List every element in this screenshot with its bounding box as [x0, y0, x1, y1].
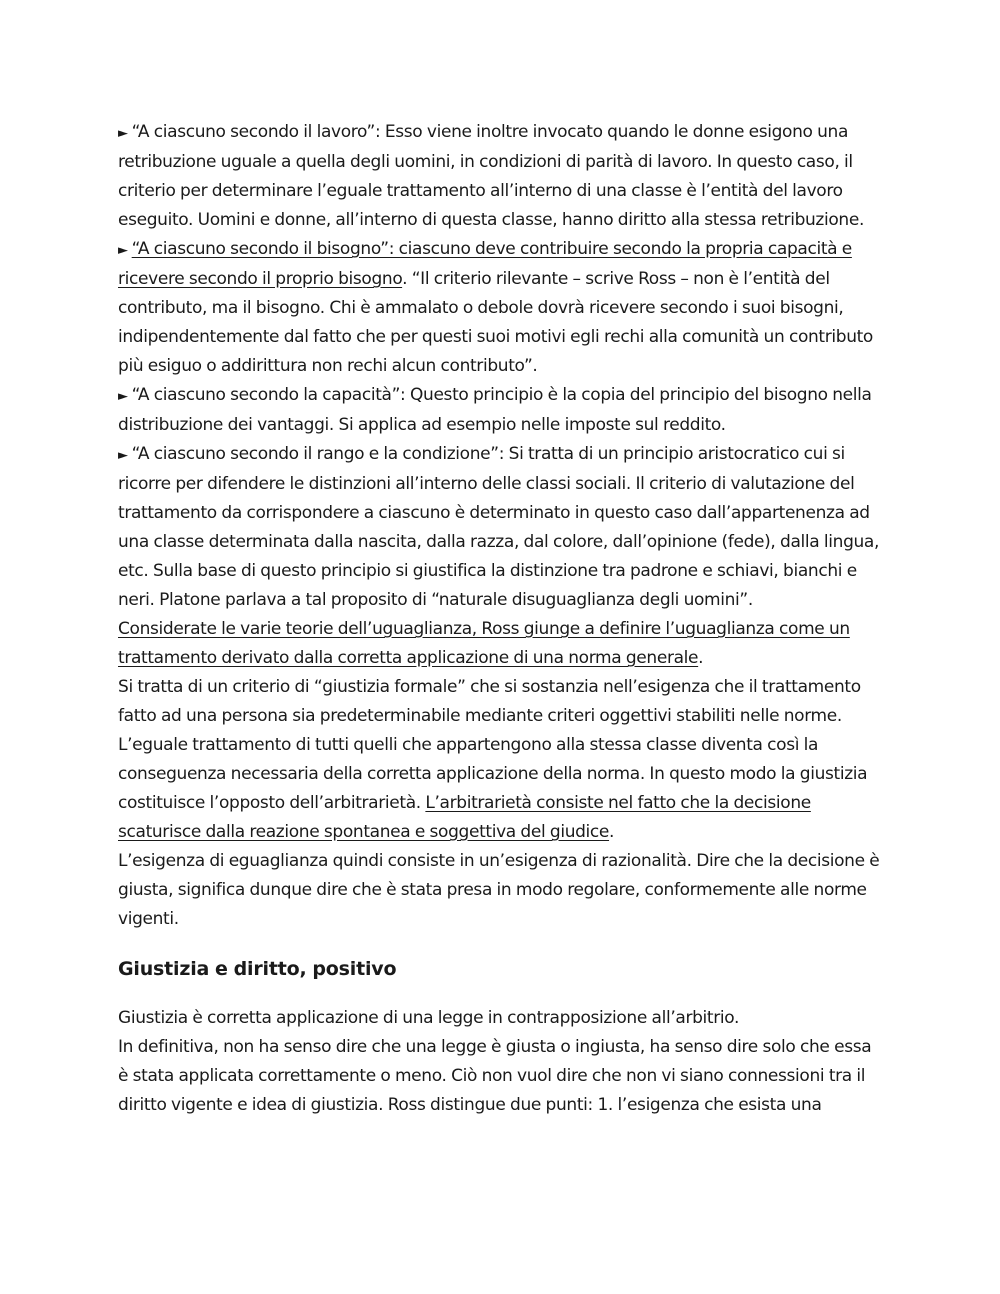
paragraph-corretta-applicazione — [118, 1004, 884, 1033]
bullet-arrow-icon: ► — [118, 243, 128, 258]
paragraph-bisogno — [118, 235, 884, 381]
paragraph-lavoro-text: “A ciascuno secondo il lavoro”: Esso viene inoltre invocato quando le donne esigono una retribuzione uguale a quella degli uomini, in condizioni di parità di lavoro. In questo caso, il criterio per determinare l’eguale trattamento all’interno di una classe è l’entità del lavoro eseguito. Uomini e donne, all’interno di questa classe, hanno diritto alla stessa retribuzione. — [118, 122, 865, 230]
paragraph-definizione-text: . — [698, 648, 704, 668]
bullet-arrow-icon: ► — [118, 389, 128, 404]
bullet-arrow-icon: ► — [118, 448, 128, 463]
paragraph-capacita-text: “A ciascuno secondo la capacità”: Questo principio è la copia del principio del bisogno nella distribuzione dei vantaggi. Si applica ad esempio nelle imposte sul reddito. — [118, 385, 872, 435]
paragraph-definitiva — [118, 1033, 884, 1120]
paragraph-razionalita — [118, 847, 884, 934]
paragraph-bisogno-underlined: “A ciascuno secondo il bisogno”: ciascuno deve contribuire secondo la propria capacità e ricevere secondo il proprio bisogno — [118, 239, 852, 289]
paragraph-arbitrarieta-end: . — [609, 822, 615, 842]
paragraph-capacita — [118, 381, 884, 440]
paragraph-razionalita-text: L’esigenza di eguaglianza quindi consiste in un’esigenza di razionalità. Dire che la decisione è giusta, significa dunque dire che è stata presa in modo regolare, conformemente alle norme vigenti. — [118, 851, 880, 929]
paragraph-arbitrarieta-text: L’eguale trattamento di tutti quelli che appartengono alla stessa classe diventa così la conseguenza necessaria della corretta applicazione della norma. In questo modo la giustizia costituisce l’opposto dell’arbitrarietà. — [118, 735, 868, 813]
document-page — [118, 118, 884, 1120]
bullet-arrow-icon: ► — [118, 126, 128, 141]
paragraph-giustizia-formale-text: Si tratta di un criterio di “giustizia formale” che si sostanzia nell’esigenza che il trattamento fatto ad una persona sia predeterminabile mediante criteri oggettivi stabiliti nelle norme. — [118, 677, 861, 726]
paragraph-lavoro — [118, 118, 884, 235]
section-heading: Giustizia e diritto, positivo — [118, 958, 397, 980]
paragraph-definizione-underlined: Considerate le varie teorie dell’uguaglianza, Ross giunge a definire l’uguaglianza come un trattamento derivato dalla corretta applicazione di una norma generale — [118, 619, 850, 668]
paragraph-bisogno-text: . “Il criterio rilevante – scrive Ross – non è l’entità del contributo, ma il bisogno. Chi è ammalato o debole dovrà ricevere secondo i suoi bisogni, indipendentemente dal fatto che per questi suoi motivi egli rechi alla comunità un contributo più esiguo o addirittura non rechi alcun contributo”. — [118, 269, 873, 376]
paragraph-definizione — [118, 615, 884, 673]
paragraph-rango — [118, 440, 884, 615]
paragraph-arbitrarieta-underlined: L’arbitrarietà consiste nel fatto che la decisione scaturisce dalla reazione spontanea e soggettiva del giudice — [118, 793, 811, 842]
paragraph-corretta-applicazione-text: Giustizia è corretta applicazione di una legge in contrapposizione all’arbitrio. — [118, 1008, 740, 1028]
paragraph-arbitrarieta — [118, 731, 884, 847]
paragraph-rango-text: “A ciascuno secondo il rango e la condizione”: Si tratta di un principio aristocratico cui si ricorre per difendere le distinzioni all’interno delle classi sociali. Il criterio di valutazione del trattamento da corrispondere a ciascuno è determinato in questo caso dall’appartenenza ad una classe determinata dalla nascita, dalla razza, dal colore, dall’opinione (fede), dalla lingua, etc. Sulla base di questo principio si giustifica la distinzione tra padrone e schiavi, bianchi e neri. Platone parlava a tal proposito di “naturale disuguaglianza degli uomini”. — [118, 444, 880, 610]
paragraph-giustizia-formale — [118, 673, 884, 731]
paragraph-definitiva-text: In definitiva, non ha senso dire che una legge è giusta o ingiusta, ha senso dire solo che essa è stata applicata correttamente o meno. Ciò non vuol dire che non vi siano connessioni tra il diritto vigente e idea di giustizia. Ross distingue due punti: 1. l’esigenza che esista una — [118, 1037, 872, 1115]
